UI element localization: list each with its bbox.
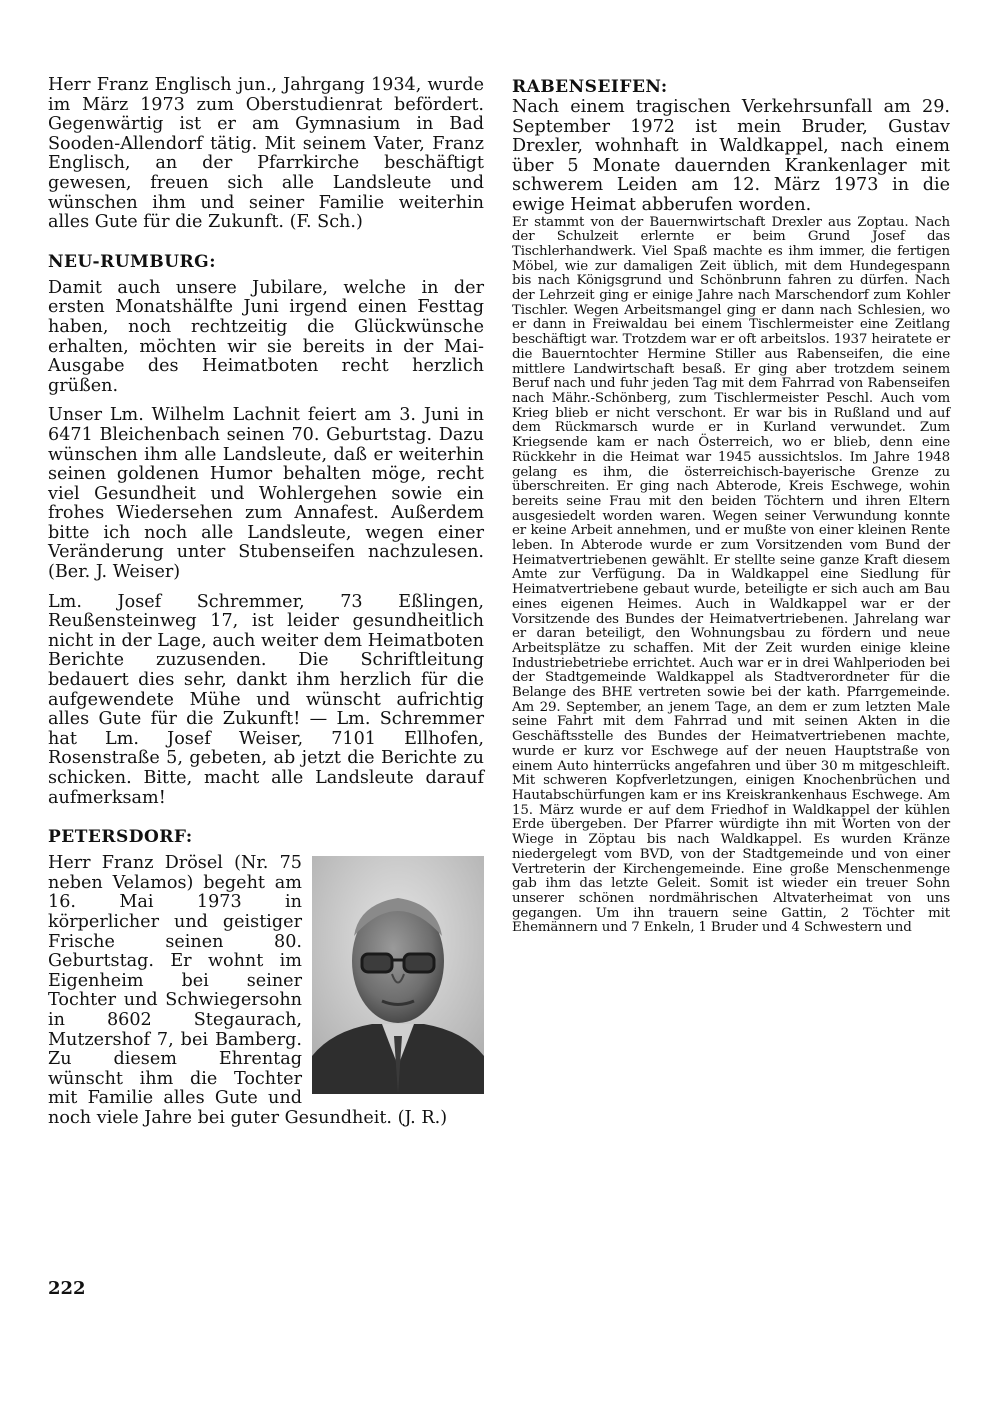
- article-unfall: Nach einem tragischen Verkehrsunfall am 29. September 1972 ist mein Bruder, Gustav Drexler, wohnhaft in Waldkappel, nach einem über 5 Monate dauernden Krankenlager mit schwerem Leiden am 12. März 1973 in die ewige Heimat abberufen worden.: [512, 97, 950, 215]
- article-schremmer: Lm. Josef Schremmer, 73 Eßlingen, Reußensteinweg 17, ist leider gesundheitlich nicht in der Lage, auch weiter dem Heimatboten Berichte zuzusenden. Die Schriftleitung bedauert dies sehr, dankt ihm herzlich für die aufgewendete Mühe und wünscht aufrichtig alles Gute für die Zukunft! — Lm. Schremmer hat Lm. Josef Weiser, 7101 Ellhofen, Rosenstraße 5, gebeten, ab jetzt die Berichte zu schicken. Bitte, macht alle Landsleute darauf aufmerksam!: [48, 591, 484, 808]
- left-column: [48, 76, 484, 1129]
- article-englisch: Herr Franz Englisch jun., Jahrgang 1934, wurde im März 1973 zum Oberstudienrat befördert. Gegenwärtig ist er am Gymnasium in Bad Sooden-Allendorf tätig. Mit seinem Vater, Franz Englisch, an der Pfarrkirche beschäftigt gewesen, freuen sich alle Landsleute und wünschen ihm und seiner Familie weiterhin alles Gute für die Zukunft. (F. Sch.): [48, 75, 484, 233]
- heading-rabenseifen: RABENSEIFEN:: [512, 77, 668, 97]
- portrait-photo: [312, 856, 484, 1094]
- heading-neu-rumburg: NEU-RUMBURG:: [48, 251, 216, 272]
- right-column: [512, 76, 950, 936]
- article-lachnit: Unser Lm. Wilhelm Lachnit feiert am 3. Juni in 6471 Bleichenbach seinen 70. Geburtstag. Dazu wünschen ihm alle Landsleute, daß er weiterhin seinen goldenen Humor behalten möge, recht viel Gesundheit und Wohlergehen sowie ein frohes Wiedersehen zum Annafest. Außerdem bitte ich noch alle Landsleute, wegen einer Veränderung unter Stubenseifen nachzulesen. (Ber. J. Weiser): [48, 405, 484, 583]
- page-number: 222: [48, 1278, 86, 1299]
- article-droesel: Herr Franz Drösel (Nr. 75 neben Velamos) begeht am 16. Mai 1973 in körperlicher und geistiger Frische seinen 80. Geburtstag. Er wohnt im Eigenheim bei seiner Tochter und Schwiegersohn in 8602 Stegaurach, Mutzershof 7, bei Bamberg. Zu diesem Ehrentag wünscht ihm die Tochter mit Familie alles Gute und noch viele Jahre bei guter Gesundheit. (J. R.): [48, 853, 448, 1128]
- article-lebenslauf: Er stammt von der Bauernwirtschaft Drexler aus Zoptau. Nach der Schulzeit erlernte er beim Grund Josef das Tischlerhandwerk. Viel Spaß machte es ihm immer, die fertigen Möbel, wie zur damaligen Zeit üblich, mit dem Hundegespann bis nach Königsgrund und Schönbrunn fahren zu dürfen. Nach der Lehrzeit ging er einige Jahre nach Marschendorf zum Kohler Tischler. Wegen Arbeitsmangel ging er dann nach Schlesien, wo er dann in Freiwaldau bei einem Tischlermeister eine Zeitlang beschäftigt war. Trotzdem war er oft arbeitslos. 1937 heiratete er die Bauerntochter Hermine Stiller aus Rabenseifen, die eine mittlere Landwirtschaft besaß. Er ging aber trotzdem seinem Beruf nach und fuhr jeden Tag mit dem Fahrrad von Rabenseifen nach Mähr.-Schönberg, zum Tischlermeister Peschl. Auch vom Krieg blieb er nicht verschont. Er war bis in Rußland und auf dem Rückmarsch wurde er in Kurland verwundet. Zum Kriegsende kam er nach Österreich, wo er blieb, denn eine Rückkehr in die Heimat war 1945 aussichtslos. Im Jahre 1948 gelang es ihm, die österreichisch-bayerische Grenze zu überschreiten. Er ging nach Abterode, Kreis Eschwege, wohin bereits seine Frau mit den beiden Töchtern und ihren Eltern ausgesiedelt worden waren. Wegen seiner Verwundung konnte er keine Arbeit annehmen, und er mußte von einer kleinen Rente leben. In Abterode wurde er zum Vorsitzenden vom Bund der Heimatvertriebenen gewählt. Er stellte seine ganze Kraft diesem Amte zur Verfügung. Da in Waldkappel eine Siedlung für Heimatvertriebene gebaut wurde, beteiligte er sich auch am Bau eines eigenen Heimes. Auch in Waldkappel war er der Vorsitzende des Bundes der Heimatvertriebenen. Jahrelang war er daran beteiligt, den Wohnungsbau zu fördern und neue Arbeitsplätze zu schaffen. Mit der Zeit wurden einige kleine Industriebetriebe errichtet. Auch war er in drei Wahlperioden bei der Stadtgemeinde Waldkappel als Stadtverordneter für die Belange des BHE vertreten sowie bei der kath. Pfarrgemeinde. Am 29. September, an jenem Tage, an dem er zum letzten Male seine Fahrt mit dem Fahrrad und mit seinen Akten in die Geschäftsstelle des Bundes der Heimatvertriebenen machte, wurde er kurz vor Eschwege auf der neuen Hauptstraße von einem Auto hinterrücks angefahren und über 30 m mitgeschleift. Mit schweren Kopfverletzungen, einigen Knochenbrüchen und Hautabschürfungen kam er ins Kreiskrankenhaus Eschwege. Am 15. März wurde er auf dem Friedhof in Waldkappel der kühlen Erde übergeben. Der Pfarrer würdigte ihn mit Worten von der Wiege in Zöptau bis nach Waldkappel. Es wurden Kränze niedergelegt vom BVD, von der Stadtgemeinde und von einer Vertreterin der Kirchengemeinde. Eine große Menschenmenge gab ihm das letzte Geleit. Somit ist wieder ein treuer Sohn unserer schönen nordmährischen Altvaterheimat von uns gegangen. Um ihn trauern seine Gattin, 2 Töchter mit Ehemännern und 7 Enkeln, 1 Bruder und 4 Schwestern und: [512, 214, 950, 936]
- article-jubilare: Damit auch unsere Jubilare, welche in der ersten Monatshälfte Juni irgend einen Festtag haben, noch rechtzeitig die Glückwünsche erhalten, möchten wir sie bereits in der Mai-Ausgabe des Heimatboten recht herzlich grüßen.: [48, 277, 484, 396]
- droesel-block: [48, 854, 484, 1128]
- heading-petersdorf: PETERSDORF:: [48, 827, 193, 848]
